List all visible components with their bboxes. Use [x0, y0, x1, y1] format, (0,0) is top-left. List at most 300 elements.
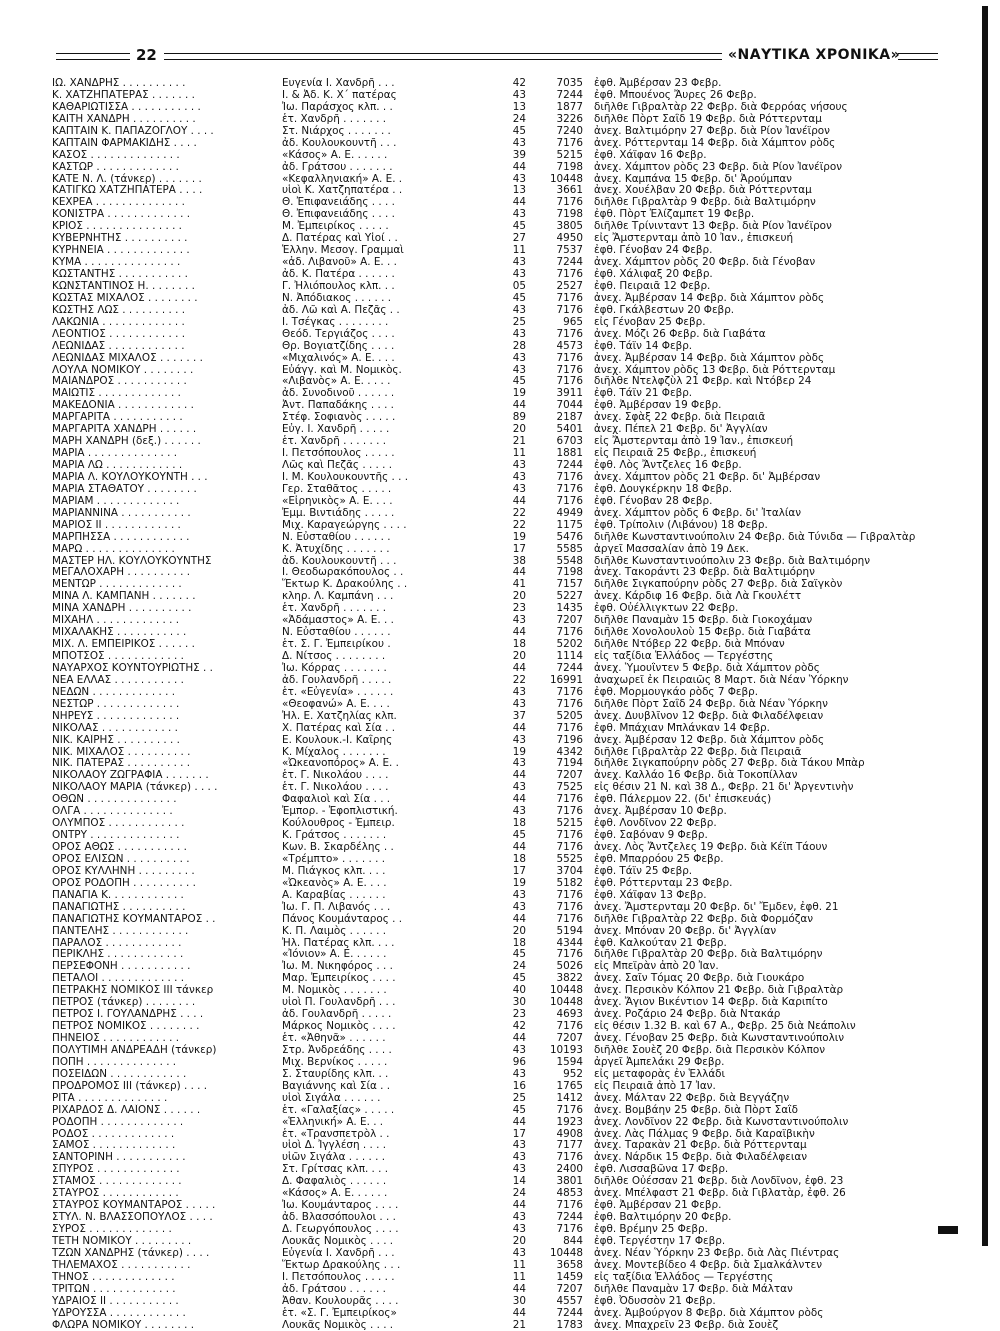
tonnage-cell: 7176	[556, 912, 583, 925]
tonnage-cell: 7176	[556, 351, 583, 364]
ship-name-cell: ΚΩΝΣΤΑΝΤΙΝΟΣ Η. . . . . . . .	[52, 279, 195, 292]
header-rule-right	[898, 53, 938, 60]
owner-cell: Ευγενία Ι. Χανδρῆ . . .	[282, 77, 395, 89]
tonnage-code-cell: 44	[512, 1306, 526, 1319]
tonnage-code-cell: 43	[512, 136, 526, 149]
owner-cell: Εὐάγγ. καὶ Μ. Νομικὸς.	[282, 363, 402, 376]
ship-name-cell: ΚΩΣΤΑΣ ΜΙΧΑΛΟΣ . . . . . . . .	[52, 291, 198, 304]
tonnage-cell: 7176	[556, 1199, 583, 1212]
table-row	[52, 1271, 942, 1283]
tonnage-cell: 10448	[549, 1246, 583, 1259]
tonnage-code-cell: 13	[512, 184, 526, 197]
table-row	[52, 781, 942, 793]
status-cell: ἀνεχ. Περσικὸν Κόλπον 21 Φεβρ. διὰ Γιβραλτὰρ	[594, 984, 844, 997]
owner-cell: κληρ. Λ. Καμπάνη . . .	[282, 590, 394, 603]
ship-name-cell: ΡΟΔΟΣ . . . . . . . . . . . . .	[52, 1127, 175, 1140]
tonnage-code-cell: 18	[512, 638, 526, 651]
table-row	[52, 220, 942, 232]
tonnage-cell: 4693	[556, 1008, 583, 1021]
tonnage-code-cell: 19	[512, 745, 526, 758]
ship-name-cell: ΣΠΥΡΟΣ . . . . . . . . . . . . .	[52, 1163, 180, 1176]
tonnage-cell: 7207	[556, 1032, 583, 1044]
ship-name-cell: ΜΑΣΤΕΡ ΗΛ. ΚΟΥΛΟΥΚΟΥΝΤΗΣ	[52, 554, 212, 567]
owner-cell: Ἰω. Γ. Π. Λιβανός . . .	[282, 900, 391, 913]
table-row	[52, 984, 942, 996]
ship-name-cell: ΜΑΡΗ ΧΑΝΔΡΗ (δεξ.) . . . . . .	[52, 435, 201, 448]
table-row	[52, 913, 942, 925]
ship-name-cell: ΚΑΤΕ Ν. Λ. (τάνκερ) . . . . . . .	[52, 172, 202, 185]
tonnage-code-cell: 44	[512, 494, 526, 507]
table-row	[52, 316, 942, 328]
tonnage-cell: 5202	[556, 638, 583, 651]
owner-cell: Στ. Γρίτσας κλπ. . . .	[282, 1163, 389, 1176]
tonnage-cell: 5476	[556, 530, 583, 543]
owner-cell: Χ. Πατέρας καὶ Σία . .	[282, 721, 396, 734]
status-cell: ἐφθ. Γένοβαν 24 Φεβρ.	[594, 244, 713, 257]
ship-name-cell: ΝΙΚΟΛΑΣ . . . . . . . . . . . .	[52, 721, 178, 734]
ship-name-cell: ΚΟΝΙΣΤΡΑ . . . . . . . . . . . . .	[52, 208, 190, 221]
tonnage-cell: 1412	[556, 1091, 583, 1104]
status-cell: εἰς Ἄμστερνταμ ἀπὸ 19 Ἰαν., ἐπισκευή	[594, 435, 794, 448]
table-row	[52, 1307, 942, 1319]
tonnage-code-cell: 17	[512, 1127, 526, 1140]
tonnage-cell: 7176	[556, 685, 583, 698]
tonnage-cell: 16991	[549, 673, 583, 686]
table-row	[52, 614, 942, 626]
owner-cell: «Λιβανὸς» Α. Ε. . . . .	[282, 375, 391, 388]
status-cell: ἐφθ. Τάϊν 21 Φεβρ.	[594, 387, 693, 400]
owner-cell: Α. Καραβίας . . . . . .	[282, 888, 386, 901]
owner-cell: «Κεφαλληνιακή» Α. Ε. .	[282, 172, 403, 185]
status-cell: διῆλθε Κωνσταντινούπολιν 23 Φεβρ. διὰ Βαλτιμόρην	[594, 554, 871, 567]
ship-name-cell: ΚΥΒΕΡΝΗΤΗΣ . . . . . . . . . .	[52, 232, 188, 245]
ship-name-cell: ΝΙΚΟΛΑΟΥ ΖΩΓΡΑΦΙΑ . . . . . . .	[52, 769, 209, 782]
owner-cell: ἑτ. «Γαλαξίας» . . . . .	[282, 1103, 395, 1116]
tonnage-cell: 7176	[556, 841, 583, 853]
owner-cell: Θ. Ἐπιφανειάδης . . . .	[282, 196, 395, 209]
table-row	[52, 137, 942, 149]
right-border-line	[982, 6, 988, 1246]
table-row	[52, 1008, 942, 1020]
tonnage-cell: 4950	[556, 232, 583, 245]
ship-name-cell: ΚΩΣΤΗΣ ΛΩΣ . . . . . . . . . .	[52, 303, 186, 316]
status-cell: ἐφθ. Λονδῖνον 22 Φεβρ.	[594, 817, 717, 830]
tonnage-cell: 4344	[556, 936, 583, 949]
status-cell: ἐφθ. Τεργέστην 17 Φεβρ.	[594, 1234, 726, 1247]
owner-cell: Λουκᾶς Νομικὸς . . . .	[282, 1318, 394, 1331]
tonnage-cell: 7176	[556, 482, 583, 495]
owner-cell: Κ. Μίχαλος . . . . . . .	[282, 745, 386, 758]
owner-cell: Πάνος Κουμάνταρος . .	[282, 912, 403, 925]
ship-name-cell: ΤΖΩΝ ΧΑΝΔΡΗΣ (τάνκερ) . . . .	[52, 1246, 210, 1259]
owner-cell: «Ἀδάμαστος» Α. Ε. . .	[282, 614, 394, 627]
status-cell: ἀνεχ. Ἄγιον Βικέντιον 14 Φεβρ. διὰ Καριπίτο	[594, 996, 828, 1009]
table-row	[52, 268, 942, 280]
table-row	[52, 889, 942, 901]
status-cell: ἀνεχ. Ἀμβούργον 8 Φεβρ. διὰ Χάμπτον ρὸδς	[594, 1306, 824, 1319]
owner-cell: «Ὠκεανοπόρος» Α. Ε. .	[282, 757, 399, 770]
tonnage-code-cell: 39	[512, 148, 526, 161]
tonnage-cell: 844	[563, 1234, 583, 1247]
tonnage-cell: 7176	[556, 327, 583, 340]
ship-name-cell: ΠΕΤΑΛΟΙ . . . . . . . . . . . . .	[52, 972, 185, 985]
tonnage-code-cell: 11	[512, 1270, 526, 1283]
tonnage-cell: 7240	[556, 124, 583, 137]
table-row	[52, 1211, 942, 1223]
ship-name-cell: ΝΗΡΕΥΣ . . . . . . . . . . . . .	[52, 709, 180, 722]
tonnage-code-cell: 38	[512, 554, 526, 567]
status-cell: ἐφθ. Τρίπολιν (Λιβάνου) 18 Φεβρ.	[594, 518, 768, 531]
tonnage-code-cell: 20	[512, 650, 526, 662]
tonnage-code-cell: 43	[512, 1139, 526, 1152]
tonnage-cell: 5194	[556, 924, 583, 937]
tonnage-code-cell: 23	[512, 1008, 526, 1021]
status-cell: διῆλθε Πὸρτ Σαΐδ 19 Φεβρ. διὰ Ρόττερνταμ	[594, 112, 822, 125]
tonnage-code-cell: 30	[512, 996, 526, 1009]
table-row	[52, 865, 942, 877]
tonnage-code-cell: 20	[512, 1234, 526, 1247]
owner-cell: ἀδ. Κουλουκουντῆ . . .	[282, 136, 397, 149]
tonnage-cell: 3226	[556, 112, 583, 125]
owner-cell: ἀδ. Συνοδινοῦ . . . . . .	[282, 387, 395, 400]
status-cell: ἀνεχ. Ἀμβέρσαν 14 Φεβρ. διὰ Χάμπτον ρὸδς	[594, 291, 825, 304]
owner-cell: Ἀντ. Παπαδάκης . . . .	[282, 399, 394, 412]
table-row	[52, 1032, 942, 1044]
owner-cell: Κούλουθρος - Ἐμπειρ.	[282, 817, 395, 830]
table-row	[52, 674, 942, 686]
tonnage-code-cell: 43	[512, 614, 526, 627]
status-cell: ἐφθ. Ἀμβέρσαν 21 Φεβρ.	[594, 1199, 722, 1212]
tonnage-code-cell: 24	[512, 1187, 526, 1200]
status-cell: διῆλθε Γιβραλτὰρ 9 Φεβρ. διὰ Βαλτιμόρην	[594, 196, 816, 209]
owner-cell: Μάρκος Νομικὸς . . . .	[282, 1020, 396, 1033]
owner-cell: Ἰω. Κόρρας . . . . . . .	[282, 661, 387, 674]
status-cell: εἰς θέσιν 21 Ν. καὶ 38 Δ., Φεβρ. 21 δι' Ἀργεντινὴν	[594, 781, 854, 794]
owner-cell: «ἀδ. Λιβανοῦ» Α. Ε. . .	[282, 256, 397, 269]
table-row	[52, 722, 942, 734]
status-cell: ἀνεχ. Σφὰξ 22 Φεβρ. διὰ Πειραιᾶ	[594, 411, 766, 424]
ship-name-cell: ΡΙΤΑ . . . . . . . . . . . . . .	[52, 1091, 168, 1104]
table-row	[52, 1116, 942, 1128]
ship-name-cell: ΟΡΟΣ ΡΟΔΟΠΗ . . . . . . . . . .	[52, 876, 196, 889]
tonnage-cell: 1435	[556, 602, 583, 615]
tonnage-code-cell: 17	[512, 864, 526, 877]
table-row	[52, 1163, 942, 1175]
owner-cell: Στ. Νιάρχος . . . . . . .	[282, 124, 391, 137]
ship-name-cell: ΚΡΙΟΣ . . . . . . . . . . . . . . .	[52, 220, 182, 233]
tonnage-code-cell: 45	[512, 220, 526, 233]
status-cell: ἀνεχ. Γένοβαν 25 Φεβρ. διὰ Κωνσταντινούπολιν	[594, 1032, 845, 1044]
owner-cell: Ι. & Ἀδ. Κ. Χ΄ πατέρας	[282, 88, 397, 101]
ship-name-cell: ΟΘΩΝ . . . . . . . . . . . . . .	[52, 793, 177, 806]
tonnage-cell: 1765	[556, 1079, 583, 1092]
tonnage-cell: 3805	[556, 220, 583, 233]
tonnage-code-cell: 43	[512, 805, 526, 818]
ship-name-cell: ΣΤΑΜΟΣ . . . . . . . . . . . . .	[52, 1175, 182, 1188]
table-row	[52, 734, 942, 746]
tonnage-cell: 1881	[556, 447, 583, 460]
status-cell: διῆλθε Τρίνινταντ 13 Φεβρ. διὰ Ρίον Ἰανέϊρον	[594, 220, 832, 233]
owner-cell: Ἰω. Παράσχος κλπ. . .	[282, 100, 393, 113]
table-row	[52, 960, 942, 972]
tonnage-cell: 7044	[556, 399, 583, 412]
owner-cell: ἑτ. «Ἀθηνᾶ» . . . . . .	[282, 1032, 386, 1044]
owner-cell: «Κάσος» Α. Ε. . . . . .	[282, 1187, 388, 1200]
owner-cell: ἑτ. «Τρανσπετρὸλ . .	[282, 1127, 390, 1140]
tonnage-code-cell: 45	[512, 1103, 526, 1116]
tonnage-cell: 3822	[556, 972, 583, 985]
status-cell: ἀνεχ. Καμπάνα 15 Φεβρ. δι' Ἀρούμπαν	[594, 172, 792, 185]
owner-cell: ἑτ. Χανδρῆ . . . . . . .	[282, 602, 387, 615]
status-cell: ἀνεχ. Πέπελ 21 Φεβρ. δι' Ἀγγλίαν	[594, 423, 768, 436]
tonnage-cell: 4908	[556, 1127, 583, 1140]
status-cell: διῆλθε Σιγκαπούρην ρὸδς 27 Φεβρ. διὰ Τάκου Μπὰρ	[594, 757, 865, 770]
ship-name-cell: ΣΤΥΛ. Ν. ΒΛΑΣΣΟΠΟΥΛΟΣ . . . .	[52, 1211, 213, 1224]
ship-name-cell: ΝΙΚ. ΜΙΧΑΛΟΣ . . . . . . . . . .	[52, 745, 191, 758]
tonnage-cell: 7176	[556, 948, 583, 961]
ship-name-cell: ΜΑΡΠΗΣΣΑ . . . . . . . . . . . .	[52, 530, 190, 543]
ship-name-cell: ΚΥΜΑ . . . . . . . . . . . . . . .	[52, 256, 181, 269]
owner-cell: ἀδ. Γουλανδρῆ . . . . .	[282, 673, 392, 686]
tonnage-cell: 7244	[556, 88, 583, 101]
tonnage-code-cell: 44	[512, 626, 526, 639]
tonnage-cell: 5215	[556, 148, 583, 161]
tonnage-code-cell: 27	[512, 232, 526, 245]
tonnage-cell: 10448	[549, 984, 583, 997]
table-row	[52, 1259, 942, 1271]
status-cell: ἀνεχ. Λονδῖνον 22 Φεβρ. διὰ Κωνσταντινούπολιν	[594, 1115, 849, 1128]
table-row	[52, 638, 942, 650]
ship-name-cell: ΚΑΤΙΓΚΩ ΧΑΤΖΗΠΑΤΕΡΑ . . . .	[52, 184, 203, 197]
tonnage-cell: 7176	[556, 1151, 583, 1164]
ship-name-cell: ΠΕΤΡΟΣ (τάνκερ) . . . . . . . .	[52, 996, 196, 1009]
ship-name-cell: ΠΗΝΕΙΟΣ . . . . . . . . . . . .	[52, 1032, 180, 1044]
tonnage-code-cell: 40	[512, 984, 526, 997]
status-cell: διῆλθε Σουὲζ 20 Φεβρ. διὰ Περσικὸν Κόλπον	[594, 1043, 826, 1056]
tonnage-cell: 7176	[556, 1223, 583, 1235]
table-row	[52, 1319, 942, 1331]
tonnage-cell: 7207	[556, 1282, 583, 1295]
ship-name-cell: ΜΑΚΕΔΟΝΙΑ . . . . . . . . . . . .	[52, 399, 194, 412]
status-cell: διῆλθε Γιβραλτὰρ 20 Φεβρ. διὰ Βαλτιμόρην	[594, 948, 823, 961]
status-cell: εἰς ταξίδια Ἑλλάδος — Τεργέστης	[594, 650, 774, 662]
owner-cell: Φαφαλιοὶ καὶ Σία . . .	[282, 793, 391, 806]
table-row	[52, 1092, 942, 1104]
status-cell: διῆλθε Ντόβερ 22 Φεβρ. διὰ Μπόναν	[594, 638, 785, 651]
tonnage-cell: 4557	[556, 1294, 583, 1307]
table-row	[52, 173, 942, 185]
status-cell: ἀνεχ. Λὰς Πάλμας 9 Φεβρ. διὰ Καραϊβικὴν	[594, 1127, 815, 1140]
owner-cell: Ν. Εὐσταθίου . . . . . .	[282, 626, 391, 639]
owner-cell: Κ. Π. Λαιμὸς . . . . . .	[282, 924, 387, 937]
ship-name-cell: ΥΔΡΑΙΟΣ ΙΙ . . . . . . . . . . .	[52, 1294, 179, 1307]
owner-cell: Ἰω. Μ. Νικηφόρος . . .	[282, 960, 393, 973]
owner-cell: Ἑλλην. Μεσογ. Γραμμαὶ	[282, 244, 404, 257]
ship-name-cell: ΟΡΟΣ ΕΛΙΣΩΝ . . . . . . . . . .	[52, 852, 190, 865]
tonnage-code-cell: 89	[512, 411, 526, 424]
status-cell: ἐφθ. Γκάλβεστων 20 Φεβρ.	[594, 303, 735, 316]
owner-cell: Ι. Τσέγκας . . . . . . . .	[282, 315, 389, 328]
ship-name-cell: ΛΕΩΝΙΔΑΣ ΜΙΧΑΛΟΣ . . . . . . .	[52, 351, 203, 364]
ship-name-cell: ΝΙΚΟΛΑΟΥ ΜΑΡΙΑ (τάνκερ) . . . .	[52, 781, 218, 794]
tonnage-code-cell: 11	[512, 244, 526, 257]
tonnage-code-cell: 96	[512, 1055, 526, 1068]
tonnage-code-cell: 43	[512, 1067, 526, 1080]
tonnage-cell: 5548	[556, 554, 583, 567]
status-cell: διῆλθε Παναμὰν 15 Φεβρ. διὰ Γιοκοχάμαν	[594, 614, 813, 627]
table-row	[52, 483, 942, 495]
ship-name-cell: ΠΟΠΗ . . . . . . . . . . . . . .	[52, 1055, 177, 1068]
tonnage-code-cell: 43	[512, 268, 526, 280]
table-row	[52, 948, 942, 960]
ship-name-cell: ΜΑΡΙΑΝΝΙΝΑ . . . . . . . . . . .	[52, 506, 191, 519]
status-cell: ἀνεχ. Μάλταν 22 Φεβρ. διὰ Βεγγάζην	[594, 1091, 790, 1104]
owner-cell: Δ. Νίτσος . . . . . . . .	[282, 650, 386, 662]
ship-name-cell: ΝΕΑ ΕΛΛΑΣ . . . . . . . . . . .	[52, 673, 184, 686]
tonnage-cell: 7176	[556, 470, 583, 483]
ship-name-cell: ΚΑΘΑΡΙΩΤΙΣΣΑ . . . . . . . . . . .	[52, 100, 201, 113]
status-cell: ἐφθ. Βρέμην 25 Φεβρ.	[594, 1223, 708, 1235]
owner-cell: Δ. Γεωργόπουλος . . . .	[282, 1223, 399, 1235]
tonnage-cell: 1114	[556, 650, 583, 662]
owner-cell: Ν. Εὐσταθίου . . . . . .	[282, 530, 391, 543]
tonnage-cell: 7176	[556, 268, 583, 280]
ship-name-cell: ΛΟΥΛΑ ΝΟΜΙΚΟΥ . . . . . . . .	[52, 363, 194, 376]
table-row	[52, 626, 942, 638]
tonnage-code-cell: 43	[512, 256, 526, 269]
tonnage-code-cell: 20	[512, 423, 526, 436]
owner-cell: Σ. Σταυρίδης κλπ. . .	[282, 1067, 389, 1080]
owner-cell: ἑτ. Χανδρῆ . . . . . . .	[282, 112, 387, 125]
tonnage-code-cell: 19	[512, 876, 526, 889]
tonnage-code-cell: 24	[512, 960, 526, 973]
owner-cell: Λουκᾶς Νομικὸς . . . .	[282, 1234, 394, 1247]
table-row	[52, 507, 942, 519]
status-cell: ἀνεχ. Ὑμουΐντεν 5 Φεβρ. διὰ Χάμπτον ρὸδς	[594, 661, 820, 674]
status-cell: εἰς Γένοβαν 25 Φεβρ.	[594, 315, 706, 328]
status-cell: ἐφθ. Τάϊν 25 Φεβρ.	[594, 864, 693, 877]
tonnage-code-cell: 18	[512, 936, 526, 949]
owner-cell: υἱῶν Σιγάλα . . . . . .	[282, 1151, 386, 1164]
table-row	[52, 937, 942, 949]
status-cell: ἀνεχ. Ἀμβέρσαν 10 Φεβρ.	[594, 805, 727, 818]
table-row	[52, 364, 942, 376]
tonnage-code-cell: 45	[512, 972, 526, 985]
table-row	[52, 972, 942, 984]
ship-name-cell: ΜΠΟΤΣΟΣ . . . . . . . . . . . .	[52, 650, 184, 662]
table-row	[52, 1235, 942, 1247]
ship-name-cell: ΜΑΡΙΟΣ ΙΙ . . . . . . . . . . . .	[52, 518, 181, 531]
ship-name-cell: ΜΑΡΓΑΡΙΤΑ . . . . . . . . . . .	[52, 411, 183, 424]
status-cell: διῆλθε Γιβραλτὰρ 22 Φεβρ. διὰ Φερρόας νήσους	[594, 100, 848, 113]
status-cell: ἀνεχ. Καλλάο 16 Φεβρ. διὰ Τοκοπίλλαν	[594, 769, 798, 782]
status-cell: ἀνεχ. Λὸς Ἄντζελες 19 Φεβρ. διὰ Κέϊπ Τάουν	[594, 841, 828, 853]
ship-name-cell: ΣΑΝΤΟΡΙΝΗ . . . . . . . . . . .	[52, 1151, 186, 1164]
tonnage-code-cell: 44	[512, 160, 526, 173]
tonnage-code-cell: 44	[512, 566, 526, 579]
ship-name-cell: ΜΙΧΑΛΑΚΗΣ . . . . . . . . . . .	[52, 626, 187, 639]
tonnage-code-cell: 44	[512, 1115, 526, 1128]
tonnage-cell: 3658	[556, 1258, 583, 1271]
table-row	[52, 901, 942, 913]
ship-name-cell: ΠΕΡΙΚΛΗΣ . . . . . . . . . . . .	[52, 948, 184, 961]
tonnage-code-cell: 43	[512, 172, 526, 185]
owner-cell: Ι. Πετσόπουλος . . . . .	[282, 447, 395, 460]
tonnage-cell: 3661	[556, 184, 583, 197]
table-row	[52, 925, 942, 937]
tonnage-code-cell: 44	[512, 793, 526, 806]
tonnage-cell: 7176	[556, 363, 583, 376]
tonnage-code-cell: 43	[512, 781, 526, 794]
owner-cell: «Θεοφανώ» Α. Ε. . . .	[282, 697, 390, 710]
status-cell: ἀνεχ. Ἄμστερνταμ 20 Φεβρ. δι' Ἔμδεν, ἐφθ. 21	[594, 900, 839, 913]
owner-cell: ἑτ. Γ. Νικολάου . . . .	[282, 781, 389, 794]
status-cell: ἀνεχ. Ἀμβέρσαν 14 Φεβρ. διὰ Χάμπτον ρὸδς	[594, 351, 825, 364]
table-row	[52, 1128, 942, 1140]
ship-name-cell: ΠΑΝΑΓΙΑ Κ. . . . . . . . . . . .	[52, 888, 184, 901]
ship-name-cell: ΜΙΝΑ Λ. ΚΑΜΠΑΝΗ . . . . . . .	[52, 590, 196, 603]
tonnage-code-cell: 42	[512, 77, 526, 89]
ship-name-cell: ΠΑΝΑΓΙΩΤΗΣ . . . . . . . . . .	[52, 900, 186, 913]
status-cell: ἀναχωρεῖ ἐκ Πειραιῶς 8 Μαρτ. διὰ Νέαν Ὑόρκην	[594, 673, 849, 686]
table-row	[52, 196, 942, 208]
table-row	[52, 1223, 942, 1235]
tonnage-cell: 7157	[556, 578, 583, 591]
table-row	[52, 447, 942, 459]
tonnage-cell: 7176	[556, 291, 583, 304]
tonnage-cell: 7207	[556, 614, 583, 627]
owner-cell: Ε. Κουλουκ.-Ι. Καΐρης	[282, 733, 393, 746]
tonnage-code-cell: 28	[512, 339, 526, 352]
header-rule-left	[56, 53, 130, 60]
ship-name-cell: ΜΙΝΑ ΧΑΝΔΡΗ . . . . . . . . . .	[52, 602, 192, 615]
tonnage-code-cell: 24	[512, 112, 526, 125]
owner-cell: Θρ. Βογιατζίδης . . . .	[282, 339, 395, 352]
status-cell: ἐφθ. Πὸρτ Ἐλίζαμπετ 19 Φεβρ.	[594, 208, 755, 221]
status-cell: διῆλθε Οὐέσσαν 21 Φεβρ. διὰ Λονδῖνον, ἐφθ. 23	[594, 1175, 844, 1188]
ship-name-cell: ΤΗΝΟΣ . . . . . . . . . . . . .	[52, 1270, 175, 1283]
tonnage-code-cell: 43	[512, 363, 526, 376]
ship-name-cell: ΠΟΣΕΙΔΩΝ . . . . . . . . . . . .	[52, 1067, 187, 1080]
status-cell: ἐφθ. Ἀμβέρσαν 23 Φεβρ.	[594, 77, 722, 89]
tonnage-code-cell: 42	[512, 1020, 526, 1033]
tonnage-code-cell: 11	[512, 1258, 526, 1271]
table-row	[52, 1044, 942, 1056]
status-cell: ἀνεχ. Χάμπτον ρὸδς 23 Φεβρ. διὰ Ρίον Ἰανέϊρον	[594, 160, 843, 173]
status-cell: ἀνεχ. Μόζι 26 Φεβρ. διὰ Γιαβάτα	[594, 327, 766, 340]
tonnage-code-cell: 45	[512, 124, 526, 137]
table-row	[52, 375, 942, 387]
status-cell: ἀνεχ. Μπόναν 20 Φεβρ. δι' Ἀγγλίαν	[594, 924, 777, 937]
tonnage-cell: 10193	[549, 1043, 583, 1056]
corner-mark	[938, 1226, 958, 1234]
table-row	[52, 805, 942, 817]
owner-cell: Στέφ. Σοφιανὸς . . . . .	[282, 411, 396, 424]
status-cell: διῆλθε Παναμὰν 17 Φεβρ. διὰ Μάλταν	[594, 1282, 793, 1295]
tonnage-code-cell: 17	[512, 542, 526, 555]
owner-cell: Ἕκτωρ Δρακούλης . . .	[282, 1258, 401, 1271]
tonnage-cell: 4949	[556, 506, 583, 519]
tonnage-code-cell: 44	[512, 841, 526, 853]
tonnage-code-cell: 43	[512, 685, 526, 698]
tonnage-code-cell: 45	[512, 948, 526, 961]
table-row	[52, 244, 942, 256]
status-cell: ἀνεχ. Χάμπτον ρὸδς 20 Φεβρ. διὰ Γένοβαν	[594, 256, 816, 269]
tonnage-code-cell: 19	[512, 387, 526, 400]
ship-name-cell: ΣΑΜΟΣ . . . . . . . . . . . . .	[52, 1139, 176, 1152]
owner-cell: Λῶς καὶ Πεζᾶς . . . . .	[282, 459, 393, 471]
ship-name-cell: ΜΕΓΑΛΟΧΑΡΗ . . . . . . . . . .	[52, 566, 191, 579]
